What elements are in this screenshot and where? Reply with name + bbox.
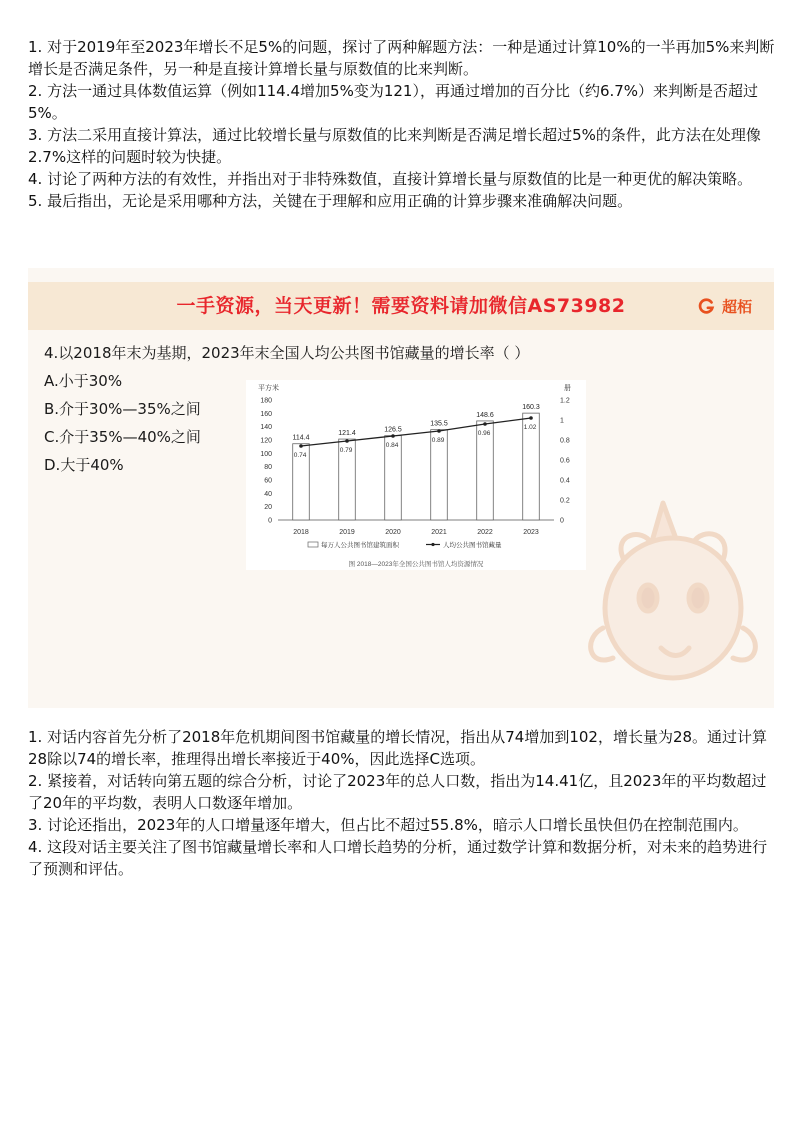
left-tick-label: 100 [260,450,272,458]
line-point [483,422,487,426]
line-point [299,444,303,448]
left-tick-label: 160 [260,410,272,418]
x-axis-ticks [293,529,539,536]
line-point [345,439,349,443]
chart-legend [308,540,502,549]
right-tick-label: 1.2 [560,397,570,405]
left-tick-label: 180 [260,397,272,405]
right-tick-label: 0.4 [560,477,570,485]
trend-line [301,418,531,446]
note-item: 3. 方法二采用直接计算法，通过比较增长量与原数值的比来判断是否满足增长超过5%的条件，此方法在处理像2.7%这样的问题时较为快捷。 [28,126,761,166]
chart-canvas [246,380,586,570]
option-b: B.介于30%—35%之间 [44,400,201,418]
legend-label: 人均公共图书馆藏量 [443,542,502,549]
library-resources-chart [246,380,586,570]
mascot-illustration [583,498,763,698]
line-value-label: 0.89 [431,437,445,444]
right-tick-label: 0 [560,517,564,525]
left-tick-label: 120 [260,437,272,445]
question-slide [28,268,774,708]
question-text: 4.以2018年末为基期，2023年末全国人均公共图书馆藏量的增长率（ ） [44,344,530,362]
line-point [529,416,533,420]
line-value-label: 0.74 [293,452,307,459]
note-item: 2. 紧接着，对话转向第五题的综合分析，讨论了2023年的总人口数，指出为14.41亿，且2023年的平均数超过了20年的平均数，表明人口数逐年增加。 [28,772,767,812]
brand-logo [698,294,752,318]
line-value-label: 0.84 [385,442,399,449]
option-c: C.介于35%—40%之间 [44,428,201,446]
line-point [391,434,395,438]
x-tick-label: 2021 [431,529,447,536]
banner-text: 一手资源，当天更新！需要资料请加微信AS73982 [176,295,626,317]
brand-mark-icon [698,297,716,315]
line-value-label: 0.79 [339,447,353,454]
line-series [294,416,537,459]
note-item: 4. 讨论了两种方法的有效性，并指出对于非特殊数值，直接计算增长量与原数值的比是一种更优的解决策略。 [28,170,753,188]
note-item: 5. 最后指出，无论是采用哪种方法，关键在于理解和应用正确的计算步骤来准确解决问题。 [28,192,633,210]
left-axis-label: 平方米 [258,385,279,392]
note-item: 4. 这段对话主要关注了图书馆藏量增长率和人口增长趋势的分析，通过数学计算和数据分析，对未来的趋势进行了预测和评估。 [28,838,768,878]
summary-notes-top [28,36,776,212]
note-item: 1. 对于2019年至2023年增长不足5%的问题，探讨了两种解题方法：一种是通过计算10%的一半再加5%来判断增长是否满足条件，另一种是直接计算增长量与原数值的比来判断。 [28,38,775,78]
note-item: 2. 方法一通过具体数值运算（例如114.4增加5%变为121），再通过增加的百分比（约6.7%）来判断是否超过5%。 [28,82,759,122]
right-tick-label: 0.6 [560,457,570,465]
bar-value-label: 126.5 [384,426,402,434]
bar-value-label: 114.4 [292,434,310,442]
x-tick-label: 2019 [339,529,355,536]
line-value-label: 1.02 [523,424,537,431]
bar-value-label: 160.3 [522,404,540,412]
promo-banner [28,282,774,330]
note-item: 1. 对话内容首先分析了2018年危机期间图书馆藏量的增长情况，指出从74增加到102，增长量为28。通过计算28除以74的增长率，推理得出增长率接近于40%，因此选择C选项。 [28,728,768,768]
right-tick-label: 0.2 [560,497,570,505]
left-tick-label: 40 [264,490,272,498]
left-tick-label: 60 [264,477,272,485]
x-tick-label: 2018 [293,529,309,536]
bar-value-label: 135.5 [430,420,448,428]
legend-swatch-point [431,543,434,546]
chart-title: 图 2018—2023年全国公共图书馆人均资源情况 [348,561,484,568]
x-tick-label: 2020 [385,529,401,536]
line-value-label: 0.96 [477,430,491,437]
x-tick-label: 2023 [523,529,539,536]
right-tick-label: 0.8 [560,437,570,445]
legend-label: 每万人公共图书馆建筑面积 [321,542,399,549]
left-tick-label: 0 [268,517,272,525]
left-tick-label: 20 [264,504,272,512]
bar-value-label: 148.6 [476,411,494,419]
line-point [437,429,441,433]
left-tick-label: 80 [264,464,272,472]
brand-name: 超栢 [721,297,752,316]
right-axis-label: 册 [564,385,571,392]
left-tick-label: 140 [260,424,272,432]
right-tick-label: 1 [560,417,564,425]
option-a: A.小于30% [44,372,123,390]
note-item: 3. 讨论还指出，2023年的人口增量逐年增大，但占比不超过55.8%，暗示人口增长虽快但仍在控制范围内。 [28,816,748,834]
summary-notes-bottom [28,726,776,880]
option-d: D.大于40% [44,456,124,474]
bar-value-label: 121.4 [338,430,356,438]
legend-swatch-bar [308,542,318,547]
x-tick-label: 2022 [477,529,493,536]
